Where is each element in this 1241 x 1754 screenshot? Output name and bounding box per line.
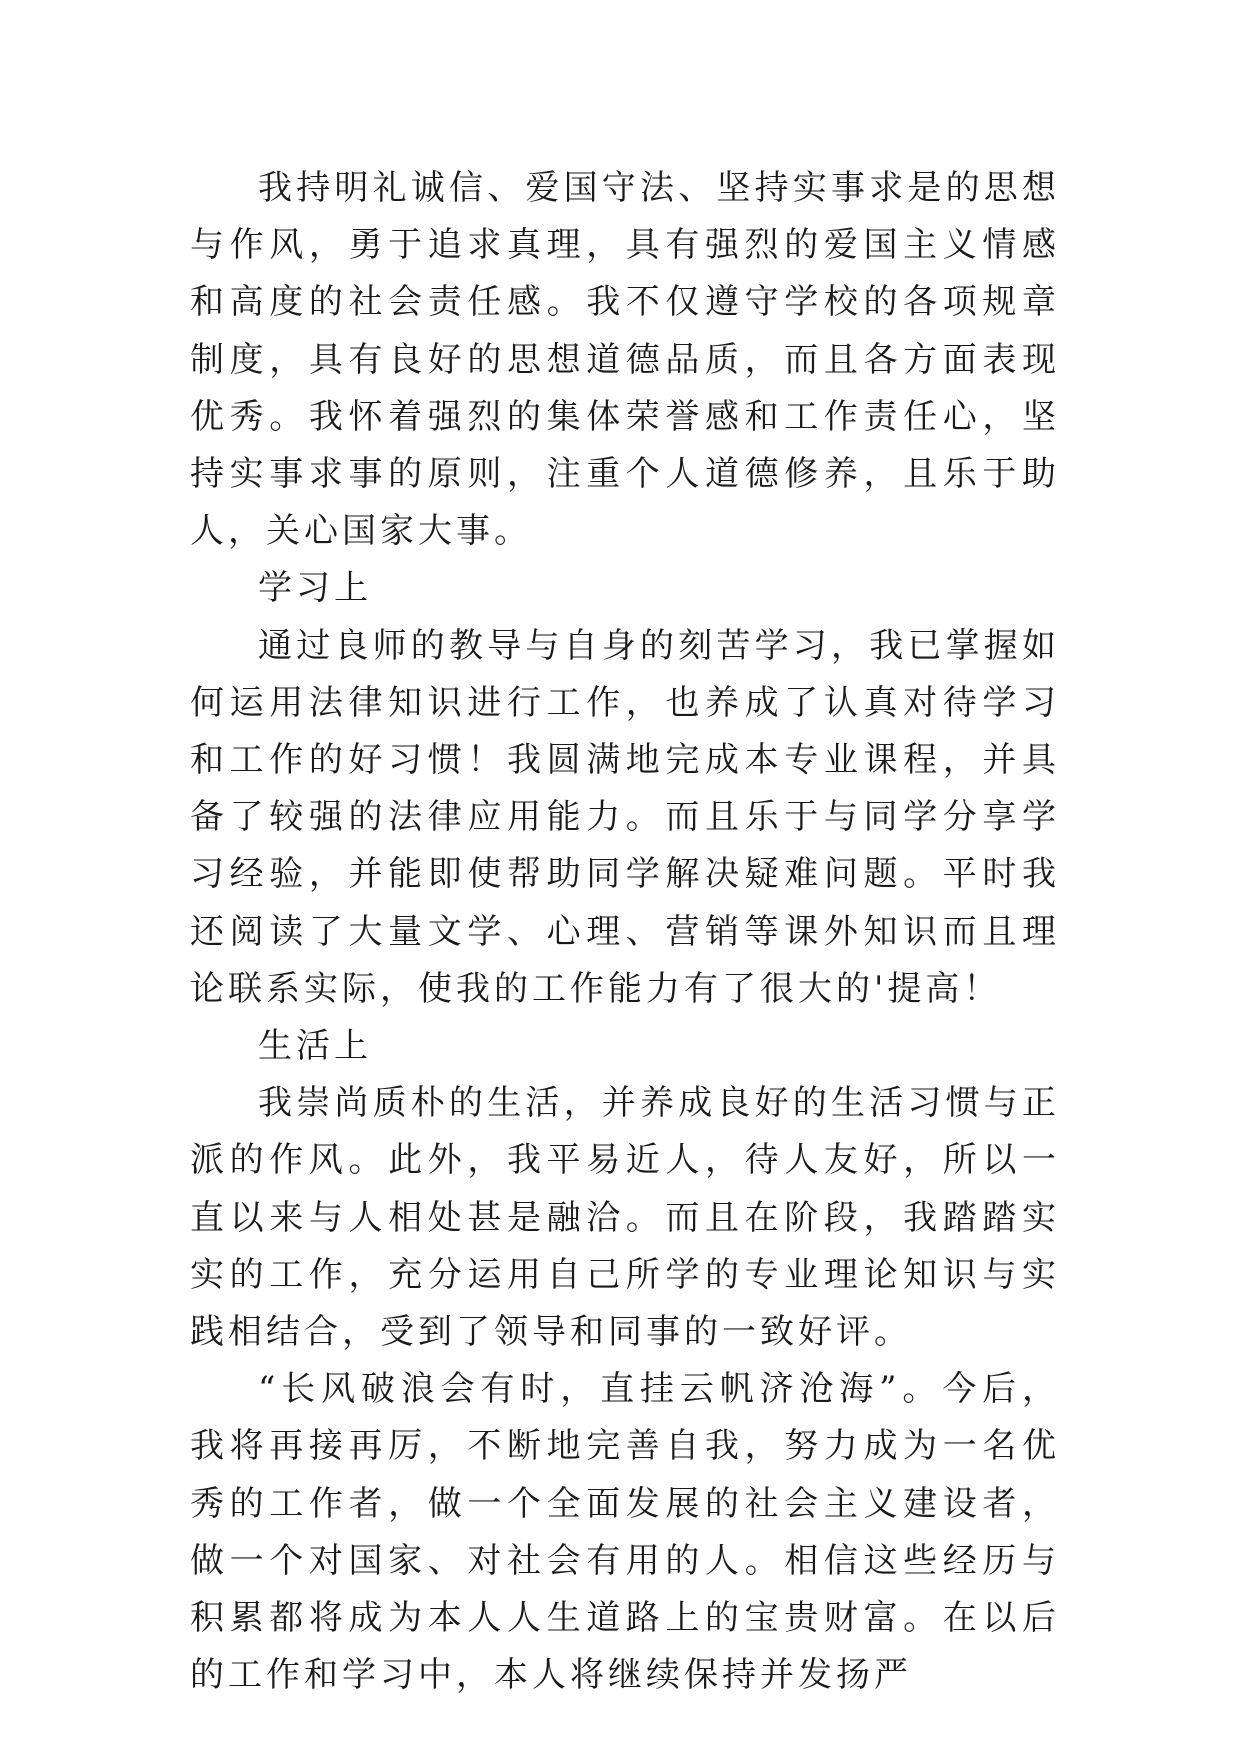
paragraph-future: “长风破浪会有时，直挂云帆济沧海”。今后，我将再接再厉，不断地完善自我，努力成为一名优秀的工作者，做一个全面发展的社会主义建设者，做一个对国家、对社会有用的人。相信这些经历与积累都将成为本人人生道路上的宝贵财富。在以后的工作和学习中，本人将继续保持并发扬严: [190, 1369, 1060, 1696]
section-heading-life: 生活上: [258, 1026, 372, 1067]
paragraph-study: 通过良师的教导与自身的刻苦学习，我已掌握如何运用法律知识进行工作，也养成了认真对待学习和工作的好习惯！我圆满地完成本专业课程，并具备了较强的法律应用能力。而且乐于与同学分享学习经验，并能即使帮助同学解决疑难问题。平时我还阅读了大量文学、心理、营销等课外知识而且理论联系实际，使我的工作能力有了很大的'提高！: [190, 625, 1060, 1009]
paragraph-life: 我崇尚质朴的生活，并养成良好的生活习惯与正派的作风。此外，我平易近人，待人友好，所以一直以来与人相处甚是融洽。而且在阶段，我踏踏实实的工作，充分运用自己所学的专业理论知识与实践相结合，受到了领导和同事的一致好评。: [190, 1083, 1060, 1353]
document-body: [190, 160, 1060, 1704]
section-heading-study: 学习上: [258, 568, 372, 609]
paragraph-conduct: 我持明礼诚信、爱国守法、坚持实事求是的思想与作风，勇于追求真理，具有强烈的爱国主义情感和高度的社会责任感。我不仅遵守学校的各项规章制度，具有良好的思想道德品质，而且各方面表现优秀。我怀着强烈的集体荣誉感和工作责任心，坚持实事求事的原则，注重个人道德修养，且乐于助人，关心国家大事。: [190, 168, 1060, 552]
